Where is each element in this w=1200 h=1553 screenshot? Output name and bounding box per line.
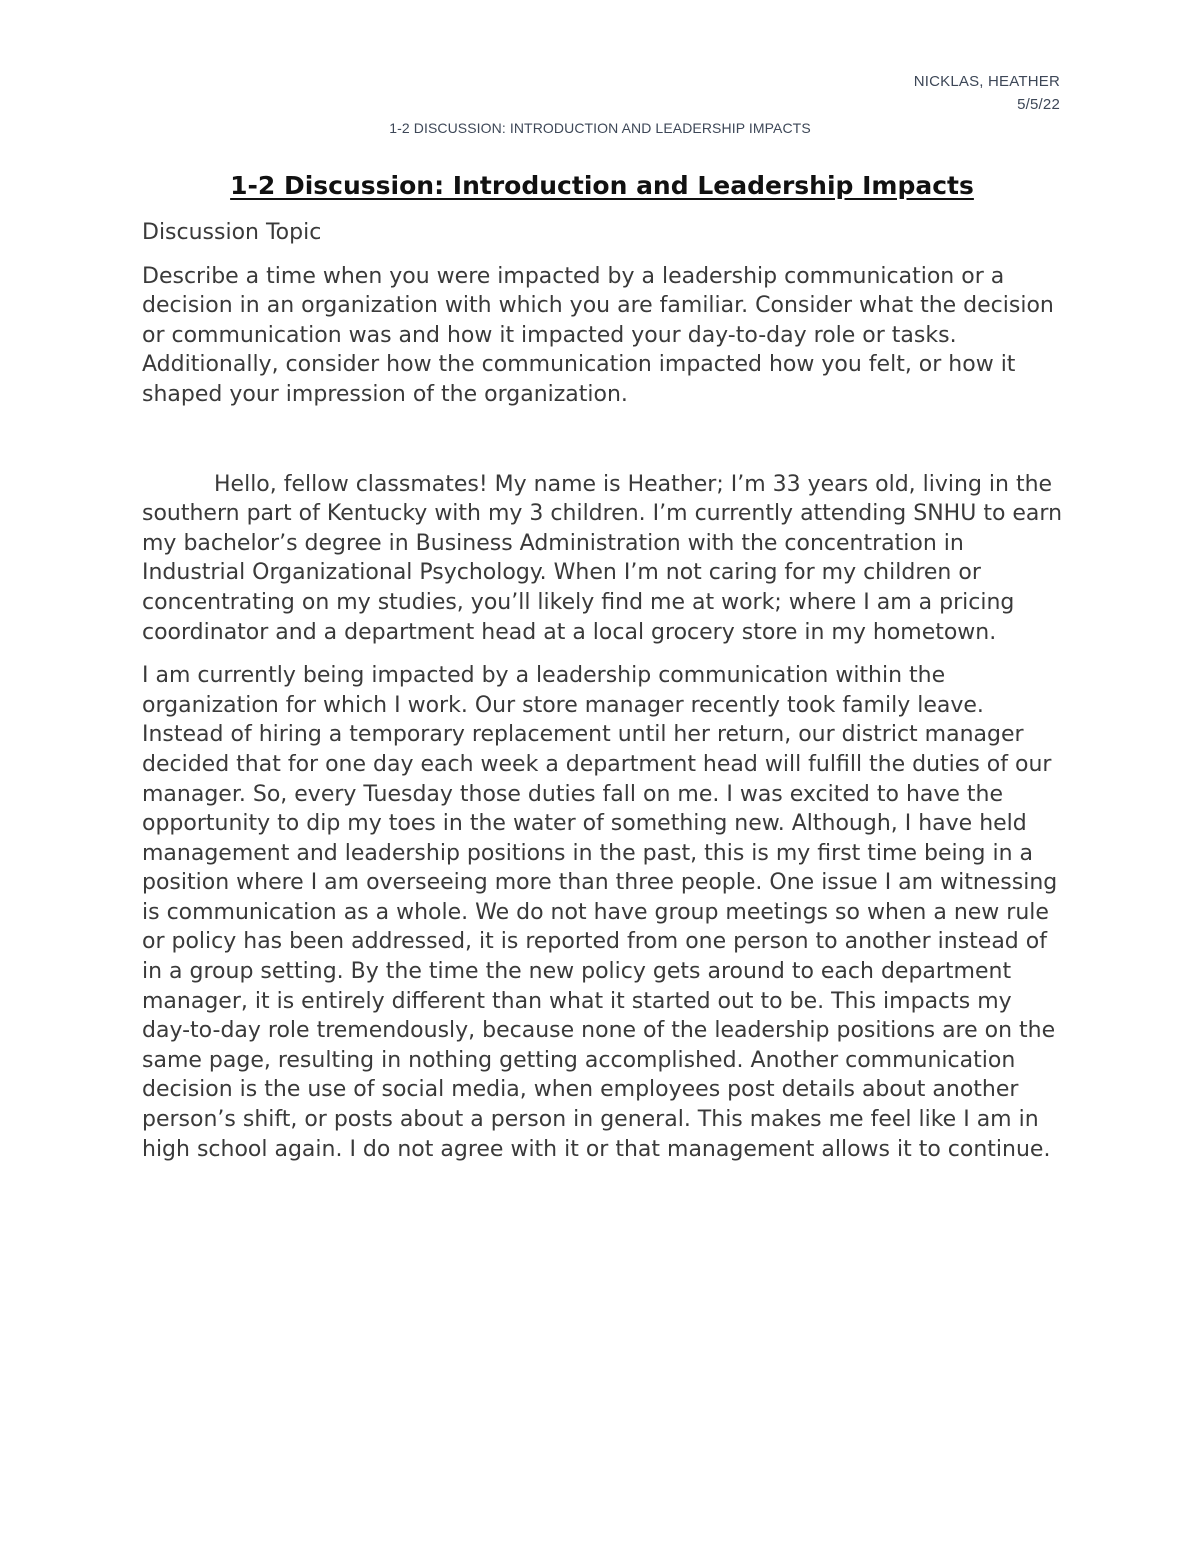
discussion-topic-label: Discussion Topic <box>142 220 322 245</box>
running-header-title: 1-2 DISCUSSION: INTRODUCTION AND LEADERSHIP IMPACTS <box>389 120 811 136</box>
author-name: NICKLAS, HEATHER <box>913 73 1060 90</box>
discussion-prompt: Describe a time when you were impacted by a leadership communication or a decision in an organization with which you are familiar. Consider what the decision or communication was and how it impacted your day-to-day role or tasks. Additionally, consider how the communication impacted how you felt, or how it shaped your impression of the organization. <box>142 263 1054 407</box>
document-date: 5/5/22 <box>1017 96 1060 113</box>
document-body <box>142 168 1062 1178</box>
page-header-meta <box>914 70 1060 116</box>
intro-paragraph: Hello, fellow classmates! My name is Heather; I’m 33 years old, living in the southern part of Kentucky with my 3 children. I’m currently attending SNHU to earn my bachelor’s degree in Business Administration with the concentration in Industrial Organizational Psychology. When I’m not caring for my children or concentrating on my studies, you’ll likely find me at work; where I am a pricing coordinator and a department head at a local grocery store in my hometown. <box>142 471 1063 645</box>
document-title: 1-2 Discussion: Introduction and Leadership Impacts <box>230 171 974 200</box>
response-paragraph: I am currently being impacted by a leadership communication within the organization for which I work. Our store manager recently took family leave. Instead of hiring a temporary replacement until her return, our district manager decided that for one day each week a department head will fulfill the duties of our manager. So, every Tuesday those duties fall on me. I was excited to have the opportunity to dip my toes in the water of something new. Although, I have held management and leadership positions in the past, this is my first time being in a position where I am overseeing more than three people. One issue I am witnessing is communication as a whole. We do not have group meetings so when a new rule or policy has been addressed, it is reported from one person to another instead of in a group setting. By the time the new policy gets around to each department manager, it is entirely different than what it started out to be. This impacts my day-to-day role tremendously, because none of the leadership positions are on the same page, resulting in nothing getting accomplished. Another communication decision is the use of social media, when employees post details about another person’s shift, or posts about a person in general. This makes me feel like I am in high school again. I do not agree with it or that management allows it to continue. <box>142 663 1058 1162</box>
